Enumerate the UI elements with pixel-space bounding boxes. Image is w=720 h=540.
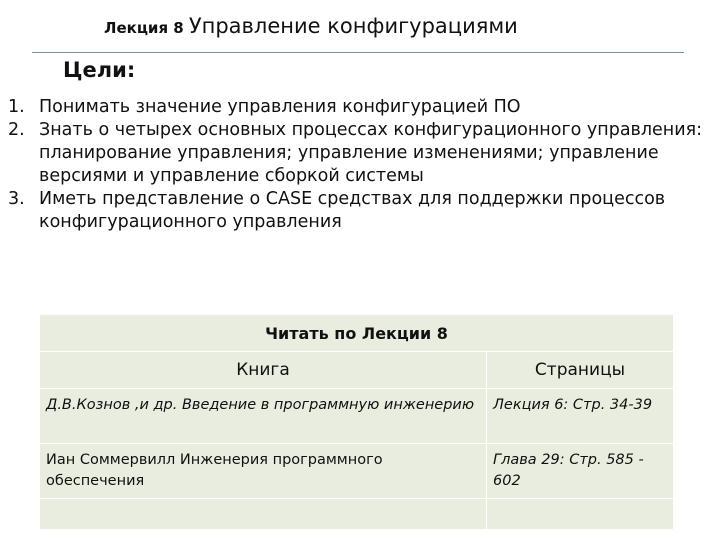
header-divider bbox=[32, 52, 684, 53]
column-header-book: Книга bbox=[40, 352, 487, 389]
goal-item bbox=[8, 96, 713, 119]
table-row bbox=[40, 444, 674, 499]
goal-number: 1. bbox=[8, 97, 25, 117]
book-cell: Иан Соммервилл Инженерия программного обеспечения bbox=[40, 444, 487, 499]
goal-number: 3. bbox=[8, 189, 25, 209]
book-cell: Д.В.Кознов ,и др. Введение в программную инженерию bbox=[40, 389, 487, 444]
goals-list bbox=[8, 96, 713, 234]
empty-cell bbox=[487, 499, 674, 530]
reading-table-title: Читать по Лекции 8 bbox=[40, 315, 674, 352]
reading-table bbox=[39, 314, 674, 530]
goal-item bbox=[8, 119, 713, 188]
empty-cell bbox=[40, 499, 487, 530]
goal-text: Иметь представление о CASE средствах для поддержки процессов конфигурационного управления bbox=[39, 189, 666, 232]
lecture-number: Лекция 8 bbox=[104, 19, 184, 37]
goal-text: Понимать значение управления конфигурацией ПО bbox=[39, 97, 521, 117]
slide-header bbox=[104, 14, 518, 38]
table-row-empty bbox=[40, 499, 674, 530]
table-row bbox=[40, 389, 674, 444]
goal-number: 2. bbox=[8, 120, 25, 140]
pages-cell: Лекция 6: Стр. 34-39 bbox=[487, 389, 674, 444]
goal-text: Знать о четырех основных процессах конфигурационного управления: планирование управления; управление изменениями; управление версиями и управление сборкой системы bbox=[39, 120, 703, 186]
column-header-pages: Страницы bbox=[487, 352, 674, 389]
slide-title: Управление конфигурациями bbox=[188, 14, 518, 38]
goals-heading: Цели: bbox=[63, 58, 136, 82]
pages-cell: Глава 29: Стр. 585 - 602 bbox=[487, 444, 674, 499]
goal-item bbox=[8, 188, 713, 234]
